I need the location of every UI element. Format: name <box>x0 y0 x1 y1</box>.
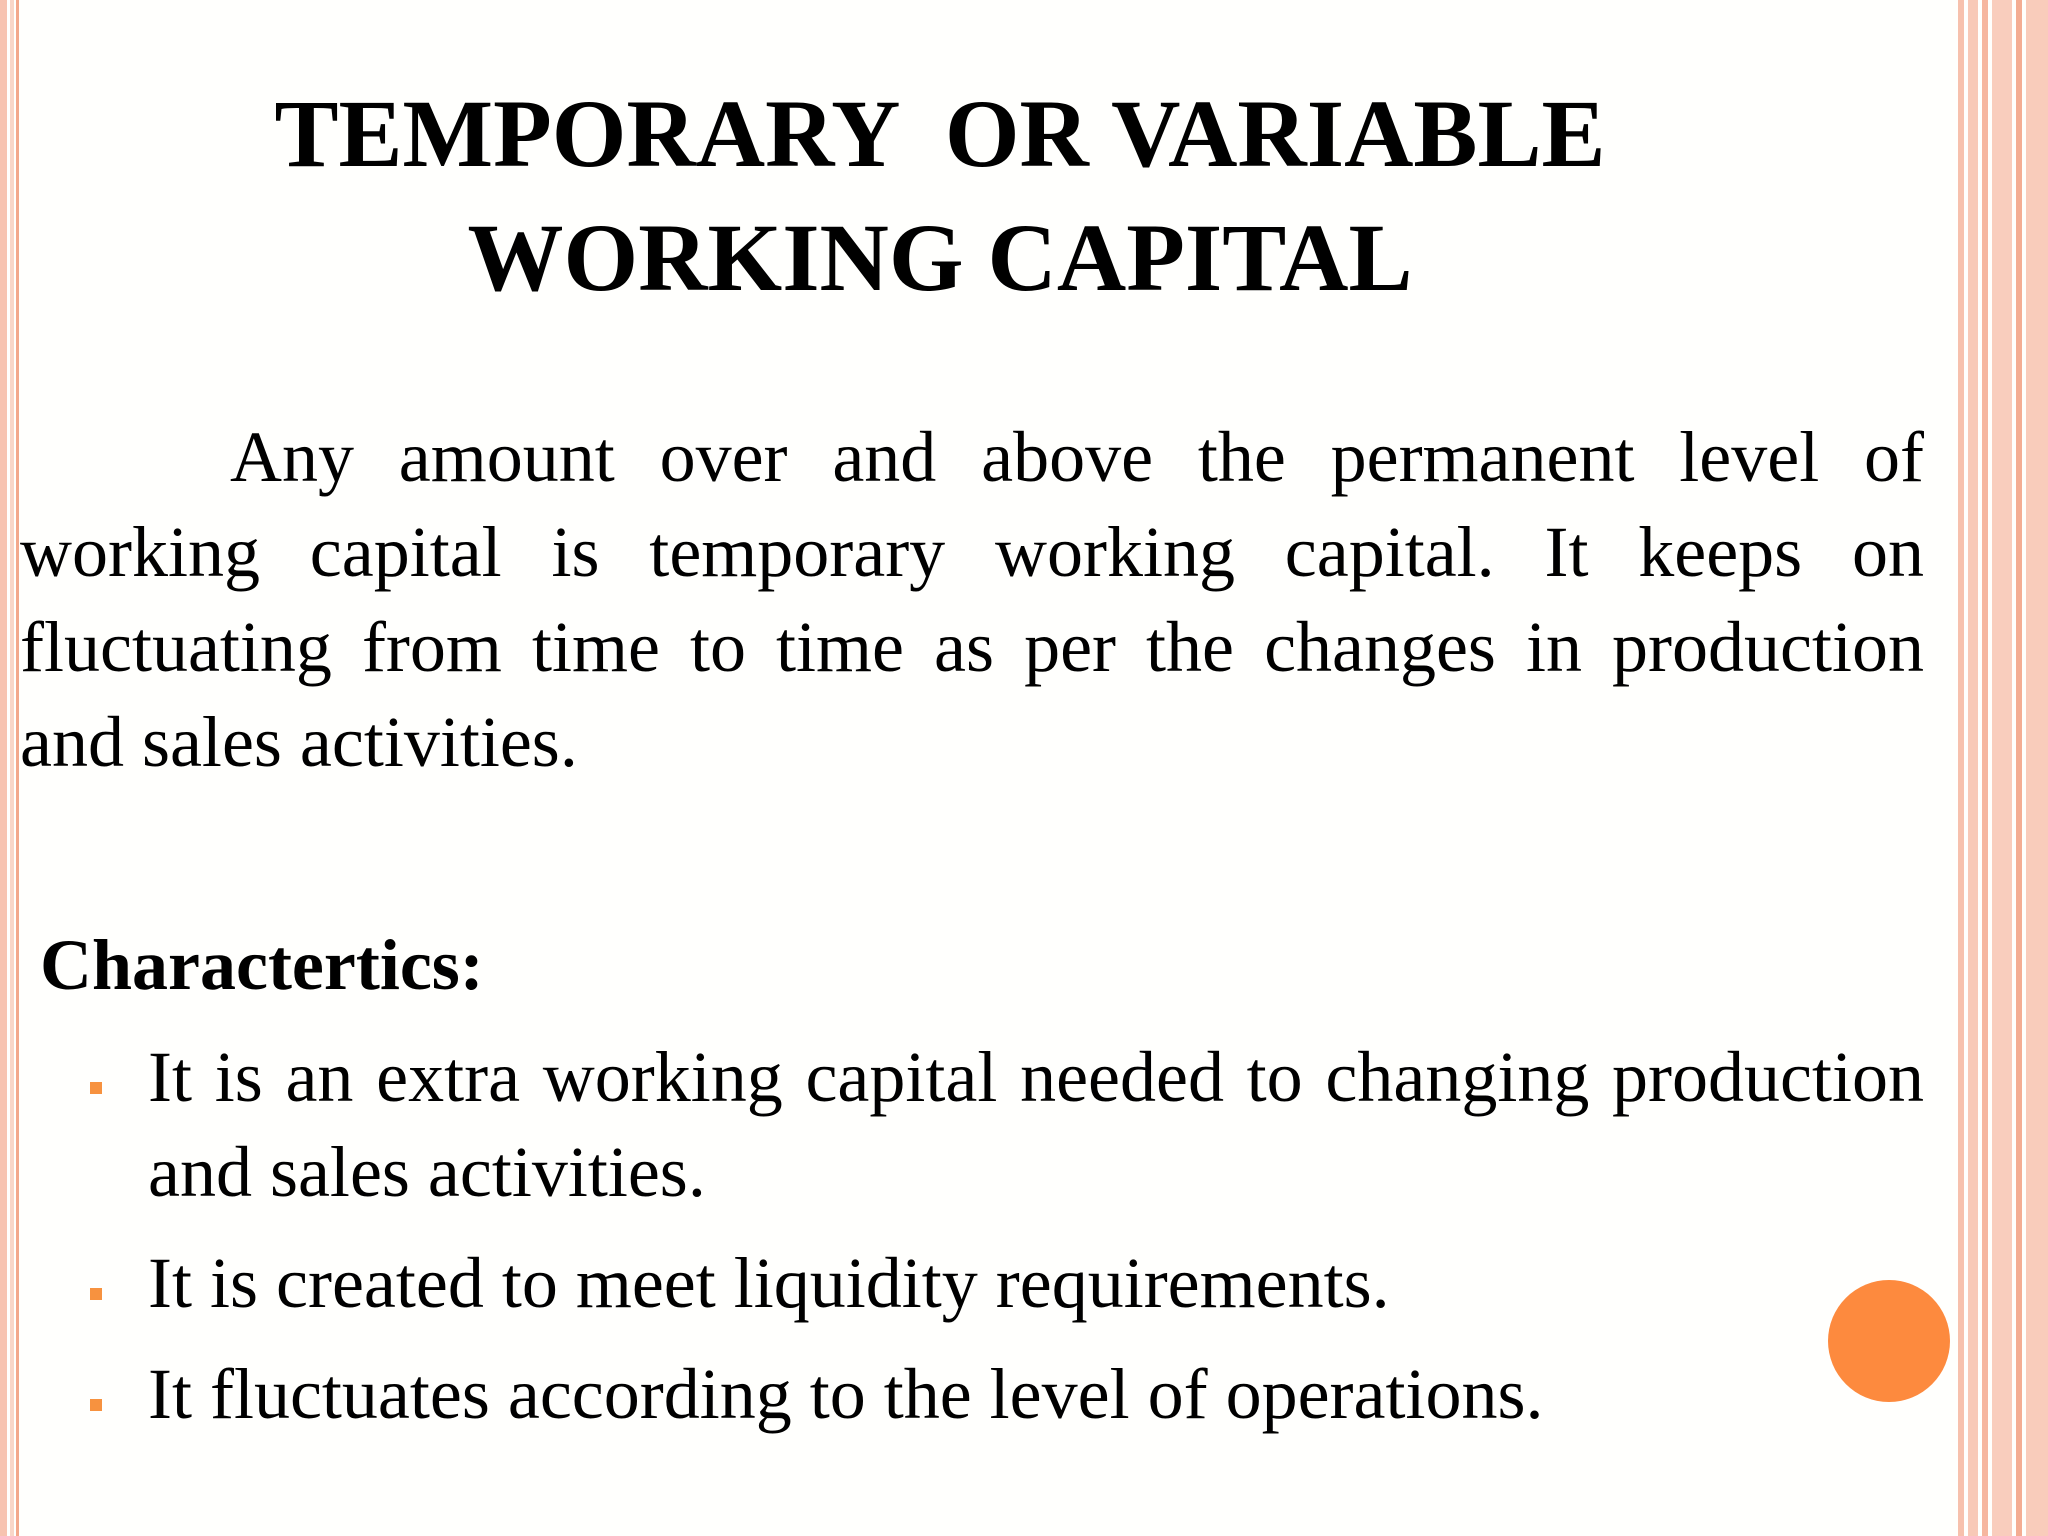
right-decorative-border <box>1958 0 2048 1536</box>
list-item-text: It is created to meet liquidity requirements. <box>148 1243 1390 1323</box>
definition-paragraph: Any amount over and above the permanent level of working capital is temporary working capital. It keeps on fluctuating from time to time as per the changes in production and sales activities. <box>20 417 1924 782</box>
square-bullet-icon <box>90 1399 102 1411</box>
list-item <box>0 1236 1924 1331</box>
characteristics-list <box>0 1030 1924 1458</box>
list-item <box>0 1347 1924 1442</box>
title-line-1: TEMPORARY OR VARIABLE <box>274 80 1606 187</box>
slide-title <box>60 72 1820 320</box>
characteristics-heading: Charactertics: <box>40 925 484 1005</box>
square-bullet-icon <box>90 1082 102 1094</box>
square-bullet-icon <box>90 1288 102 1300</box>
list-item <box>0 1030 1924 1220</box>
list-item-text: It is an extra working capital needed to changing production and sales activities. <box>148 1037 1924 1212</box>
title-line-2: WORKING CAPITAL <box>467 204 1413 311</box>
list-item-text: It fluctuates according to the level of operations. <box>148 1354 1544 1434</box>
